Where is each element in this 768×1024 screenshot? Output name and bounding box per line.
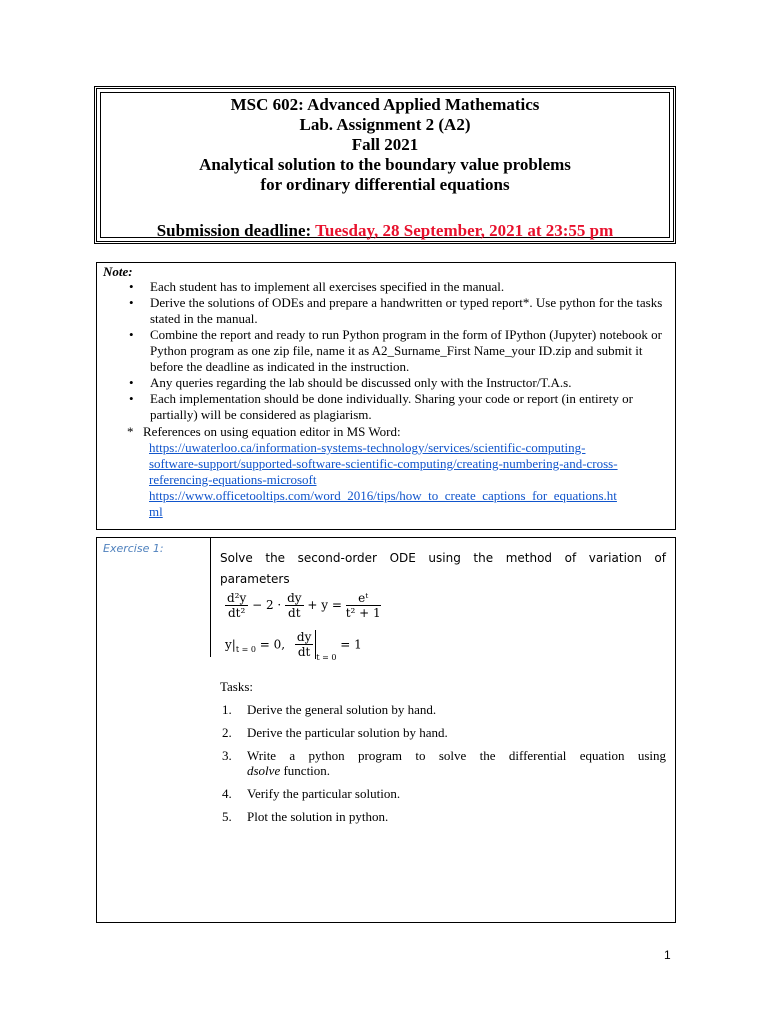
y-condition-subscript: t = 0 <box>235 645 256 654</box>
reference-link[interactable]: software-support/supported-software-scientific-computing/creating-numbering-and-cross- <box>149 456 618 471</box>
task-item <box>222 702 666 717</box>
bullet-icon: • <box>129 327 134 342</box>
dsolve-function-name: dsolve <box>247 763 281 778</box>
equation-term: − 2 · <box>252 598 282 612</box>
topic-line-2: for ordinary differential equations <box>260 175 510 194</box>
reference-heading: References on using equation editor in MS Word: <box>143 424 401 439</box>
frac-denominator: dt <box>288 606 301 620</box>
task-item <box>222 748 666 763</box>
bullet-icon: • <box>129 279 134 294</box>
task-item <box>222 809 666 824</box>
task-number: 4. <box>222 786 232 801</box>
equation-term: + y = <box>307 598 342 612</box>
frac-denominator: t² + 1 <box>345 606 381 620</box>
note-bullet-text: Derive the solutions of ODEs and prepare a handwritten or typed report*. Use python for the tasks stated in the manual. <box>150 295 663 326</box>
exercise-box <box>96 537 676 923</box>
ode-equation <box>225 591 381 620</box>
note-bullet-text: Any queries regarding the lab should be discussed only with the Instructor/T.A.s. <box>150 375 572 390</box>
reference-link[interactable]: https://www.officetooltips.com/word_2016/tips/how_to_create_captions_for_equations.ht <box>149 488 617 503</box>
frac-numerator: dy <box>296 630 312 644</box>
rhs-fraction <box>346 591 381 620</box>
note-bullet <box>129 279 665 295</box>
y-condition: y| <box>225 637 236 652</box>
dy-condition-fraction <box>295 630 316 659</box>
dy-condition-subscript: t = 0 <box>316 653 337 662</box>
task-text: Derive the general solution by hand. <box>247 702 437 717</box>
note-label: Note: <box>103 264 133 279</box>
task-text-continued <box>222 763 666 778</box>
task-item <box>222 725 666 740</box>
frac-denominator: dt <box>297 645 311 659</box>
task-text-suffix: function. <box>280 763 331 778</box>
frac-numerator: dy <box>287 591 302 605</box>
frac-numerator: d²y <box>227 591 247 605</box>
task-number: 1. <box>222 702 232 717</box>
bullet-icon: • <box>129 375 134 390</box>
task-text: Verify the particular solution. <box>247 786 401 801</box>
note-bullet-text: Each implementation should be done individually. Sharing your code or report (in entirety or partially) will be considered as plagiarism. <box>150 391 633 422</box>
first-derivative-fraction <box>285 591 303 620</box>
second-derivative-fraction <box>225 591 248 620</box>
frac-numerator: eᵗ <box>346 591 381 606</box>
frac-denominator: dt² <box>227 606 246 620</box>
reference-link[interactable]: https://uwaterloo.ca/information-systems-technology/services/scientific-computing- <box>149 440 586 455</box>
note-bullet-text: Combine the report and ready to run Python program in the form of IPython (Jupyter) notebook or Python program as one zip file, name it as A2_Surname_First Name_your ID.zip and submit it before the deadline as indicated in the instruction. <box>150 327 662 374</box>
task-item-continued <box>222 763 666 778</box>
reference-link[interactable]: referencing-equations-microsoft <box>149 472 317 487</box>
page-number: 1 <box>664 948 671 962</box>
note-bullet-text: Each student has to implement all exercises specified in the manual. <box>150 279 505 294</box>
exercise-label-cell <box>97 538 211 657</box>
dy-condition-value: = 1 <box>340 637 362 652</box>
exercise-description-line-1: Solve the second-order ODE using the method of variation of <box>220 551 666 565</box>
task-number: 5. <box>222 809 232 824</box>
task-item <box>222 786 666 801</box>
task-text: Write a python program to solve the differential equation using <box>247 748 666 763</box>
deadline-line <box>97 221 673 241</box>
topic-line-1: Analytical solution to the boundary value problems <box>199 155 571 174</box>
task-text: Plot the solution in python. <box>247 809 389 824</box>
initial-conditions <box>225 630 362 662</box>
title-box <box>94 86 676 244</box>
tasks-heading: Tasks: <box>220 679 254 694</box>
reference-link[interactable]: ml <box>149 504 163 519</box>
bullet-icon: • <box>129 295 134 310</box>
task-number: 2. <box>222 725 232 740</box>
note-bullet <box>129 391 665 423</box>
bullet-icon: • <box>129 391 134 406</box>
y-condition-value: = 0, <box>259 637 286 652</box>
assignment-title: Lab. Assignment 2 (A2) <box>299 115 471 134</box>
exercise-description-line-2: parameters <box>220 572 290 586</box>
reference-asterisk: * <box>127 424 134 439</box>
term: Fall 2021 <box>351 135 419 154</box>
task-number: 3. <box>222 748 232 763</box>
note-box <box>96 262 676 530</box>
deadline-label: Submission deadline: <box>156 221 312 240</box>
task-text: Derive the particular solution by hand. <box>247 725 448 740</box>
exercise-label: Exercise 1: <box>103 542 164 555</box>
course-title: MSC 602: Advanced Applied Mathematics <box>230 95 540 114</box>
deadline-value: Tuesday, 28 September, 2021 at 23:55 pm <box>315 221 614 240</box>
note-bullet <box>129 327 665 375</box>
note-bullet <box>129 375 665 391</box>
note-bullet <box>129 295 665 327</box>
